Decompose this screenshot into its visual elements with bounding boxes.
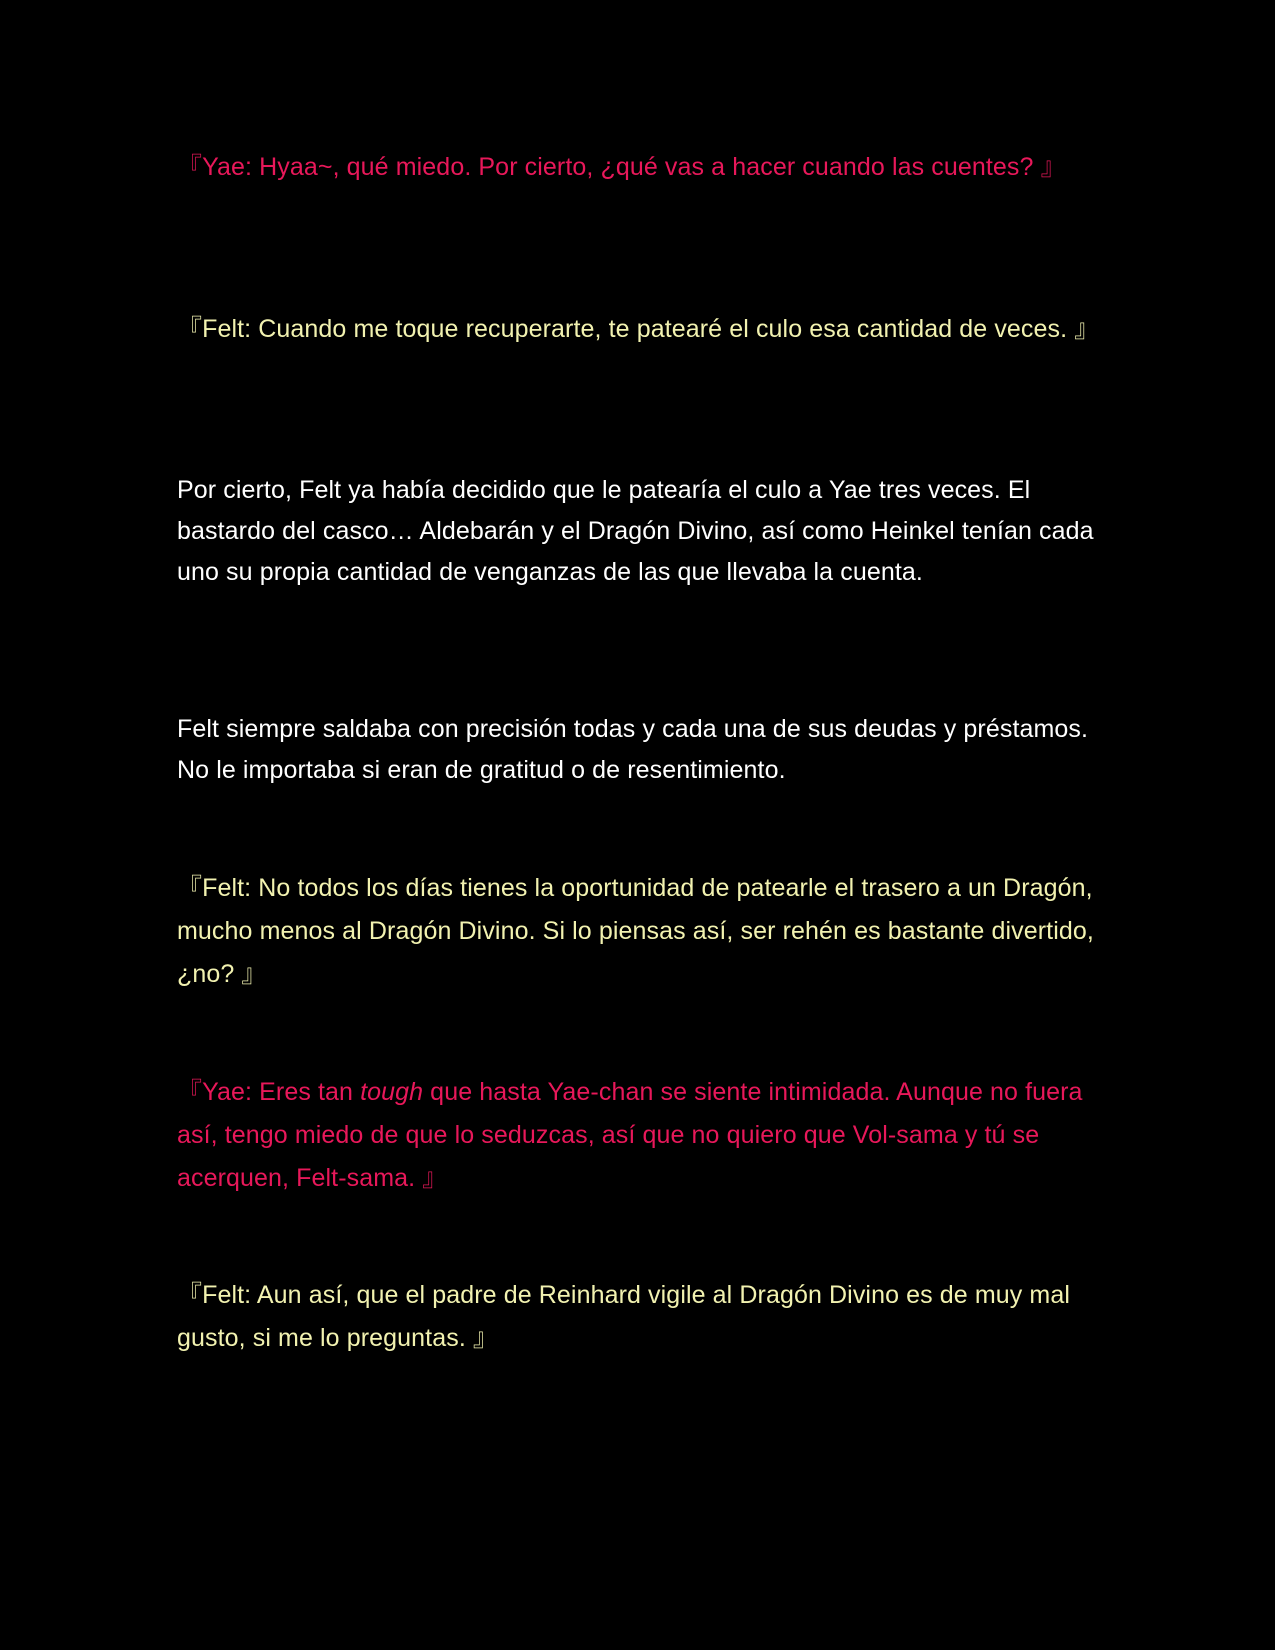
felt-dialogue-3: 『Felt: Aun así, que el padre de Reinhard vigile al Dragón Divino es de muy mal gusto, si me lo preguntas. 』 — [177, 1281, 1070, 1352]
yae-dialogue-2-start: 『Yae: Eres tan — [177, 1078, 361, 1106]
felt-dialogue-1: 『Felt: Cuando me toque recuperarte, te patearé el culo esa cantidad de veces. 』 — [177, 315, 1100, 343]
felt-dialogue-2: 『Felt: No todos los días tienes la oportunidad de patearle el trasero a un Dragón, mucho menos al Dragón Divino. Si lo piensas así, ser rehén es bastante divertido, ¿no? 』 — [177, 874, 1094, 988]
yae-dialogue-2-end: que hasta Yae-chan se siente intimidada. Aunque no fuera así, tengo miedo de que lo seduzcas, así que no quiero que Vol-sama y tú se acerquen, Felt-sama. 』 — [177, 1078, 1083, 1192]
emphasis-word: tough — [360, 1078, 424, 1106]
yae-dialogue-2 — [177, 1071, 1102, 1200]
narration-paragraph-1: Por cierto, Felt ya había decidido que le patearía el culo a Yae tres veces. El bastardo del casco… Aldebarán y el Dragón Divino, así como Heinkel tenían cada uno su propia cantidad de venganzas de las que llevaba la cuenta. — [177, 476, 1094, 586]
yae-dialogue-1: 『Yae: Hyaa~, qué miedo. Por cierto, ¿qué vas a hacer cuando las cuentes? 』 — [177, 153, 1066, 181]
narration-paragraph-2: Felt siempre saldaba con precisión todas y cada una de sus deudas y préstamos. No le importaba si eran de gratitud o de resentimiento. — [177, 715, 1089, 784]
